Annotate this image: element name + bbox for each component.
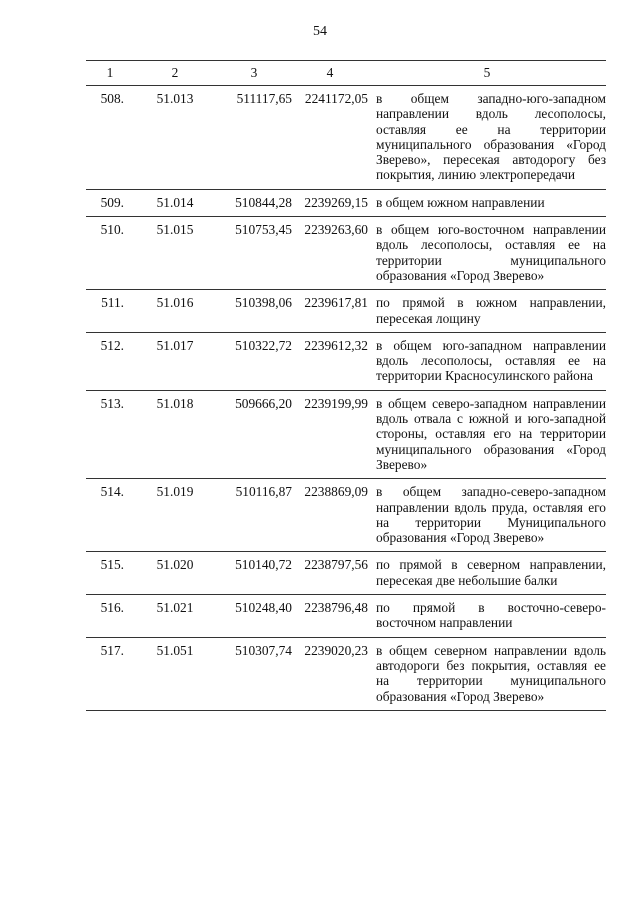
boundary-description: в общем северном направлении вдоль автодороги без покрытия, оставляя ее на территории муниципального образования «Город Зверево» (368, 637, 606, 710)
boundary-description: в общем западно-юго-западном направлении вдоль лесополосы, оставляя ее на территории муниципального образования «Город Зверево», пересекая автодорогу без покрытия, линию электропередачи (368, 86, 606, 190)
table-row (86, 595, 606, 638)
coordinate-x: 510322,72 (216, 332, 292, 390)
table-row (86, 390, 606, 478)
boundary-table (86, 60, 606, 711)
row-number: 513. (86, 390, 134, 478)
coordinate-y: 2238869,09 (292, 479, 368, 552)
coordinate-x: 509666,20 (216, 390, 292, 478)
table-row (86, 290, 606, 333)
boundary-description: в общем западно-северо-западном направлении вдоль пруда, оставляя его на территории Муниципального образования «Город Зверево» (368, 479, 606, 552)
column-header: 5 (368, 61, 606, 86)
row-number: 511. (86, 290, 134, 333)
table-row (86, 552, 606, 595)
row-number: 517. (86, 637, 134, 710)
column-header: 4 (292, 61, 368, 86)
coordinate-y: 2239269,15 (292, 189, 368, 216)
row-number: 510. (86, 217, 134, 290)
coordinate-x: 510753,45 (216, 217, 292, 290)
boundary-description: в общем северо-западном направлении вдоль отвала с южной и юго-западной стороны, оставляя его на территории муниципального образования «Город Зверево» (368, 390, 606, 478)
row-number: 509. (86, 189, 134, 216)
coordinate-x: 510398,06 (216, 290, 292, 333)
point-code: 51.014 (134, 189, 216, 216)
table-row (86, 189, 606, 216)
coordinate-x: 511117,65 (216, 86, 292, 190)
boundary-description: в общем южном направлении (368, 189, 606, 216)
coordinate-y: 2239199,99 (292, 390, 368, 478)
coordinate-y: 2239020,23 (292, 637, 368, 710)
table-row (86, 217, 606, 290)
coordinate-x: 510844,28 (216, 189, 292, 216)
point-code: 51.019 (134, 479, 216, 552)
column-header: 3 (216, 61, 292, 86)
point-code: 51.016 (134, 290, 216, 333)
coordinate-x: 510140,72 (216, 552, 292, 595)
coordinate-y: 2239263,60 (292, 217, 368, 290)
coordinate-y: 2241172,05 (292, 86, 368, 190)
point-code: 51.020 (134, 552, 216, 595)
coordinate-y: 2238797,56 (292, 552, 368, 595)
boundary-description: в общем юго-восточном направлении вдоль лесополосы, оставляя ее на территории муниципального образования «Город Зверево» (368, 217, 606, 290)
boundary-description: по прямой в северном направлении, пересекая две небольшие балки (368, 552, 606, 595)
row-number: 508. (86, 86, 134, 190)
point-code: 51.015 (134, 217, 216, 290)
point-code: 51.021 (134, 595, 216, 638)
coordinate-y: 2238796,48 (292, 595, 368, 638)
point-code: 51.051 (134, 637, 216, 710)
column-header: 2 (134, 61, 216, 86)
page-number: 54 (313, 24, 327, 39)
row-number: 516. (86, 595, 134, 638)
table-header-row (86, 61, 606, 86)
point-code: 51.013 (134, 86, 216, 190)
row-number: 515. (86, 552, 134, 595)
coordinate-x: 510116,87 (216, 479, 292, 552)
boundary-description: по прямой в южном направлении, пересекая лощину (368, 290, 606, 333)
coordinate-y: 2239612,32 (292, 332, 368, 390)
table-row (86, 86, 606, 190)
row-number: 512. (86, 332, 134, 390)
column-header: 1 (86, 61, 134, 86)
boundary-description: в общем юго-западном направлении вдоль лесополосы, оставляя ее на территории Красносулинского района (368, 332, 606, 390)
coordinate-y: 2239617,81 (292, 290, 368, 333)
boundary-description: по прямой в восточно-северо-восточном направлении (368, 595, 606, 638)
point-code: 51.017 (134, 332, 216, 390)
row-number: 514. (86, 479, 134, 552)
coordinate-x: 510248,40 (216, 595, 292, 638)
table-row (86, 332, 606, 390)
point-code: 51.018 (134, 390, 216, 478)
table-row (86, 637, 606, 710)
table-row (86, 479, 606, 552)
coordinate-x: 510307,74 (216, 637, 292, 710)
